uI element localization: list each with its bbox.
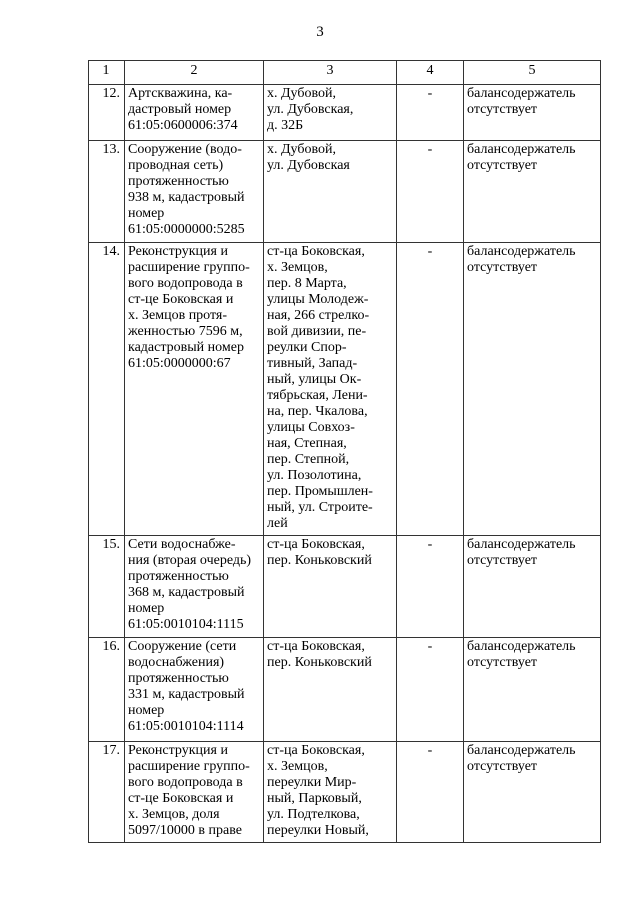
col4-cell: - xyxy=(397,536,464,638)
address-cell xyxy=(264,243,397,536)
balance-holder: балансодержатель отсутствует xyxy=(467,537,576,568)
row-number: 13. xyxy=(89,141,125,243)
object-name-cell xyxy=(125,243,264,536)
object-address: ст-ца Боковская, х. Земцов, переулки Мир- ный, Парковый, ул. Подтелкова, переулки Новый, xyxy=(267,743,369,838)
col4-cell: - xyxy=(397,243,464,536)
object-name: Артскважина, ка- дастровый номер 61:05:0600006:374 xyxy=(128,86,238,133)
object-name-cell xyxy=(125,638,264,742)
object-name-cell xyxy=(125,141,264,243)
col4-cell: - xyxy=(397,85,464,141)
balance-holder: балансодержатель отсутствует xyxy=(467,639,576,670)
row-number: 16. xyxy=(89,638,125,742)
row-number: 12. xyxy=(89,85,125,141)
holder-cell xyxy=(464,742,601,843)
holder-cell xyxy=(464,536,601,638)
table-row xyxy=(89,243,601,536)
address-cell xyxy=(264,638,397,742)
header-col-3: 3 xyxy=(264,61,397,85)
address-cell xyxy=(264,85,397,141)
object-address: х. Дубовой, ул. Дубовская xyxy=(267,142,350,173)
object-name: Реконструкция и расширение группо- вого водопровода в ст-це Боковская и х. Земцов протя- женностью 7596 м, кадастровый номер 61:05:0000000:67 xyxy=(128,244,250,371)
object-name: Сооружение (водо- проводная сеть) протяженностью 938 м, кадастровый номер 61:05:0000000:5285 xyxy=(128,142,245,237)
table-row xyxy=(89,141,601,243)
page-number: 3 xyxy=(316,24,324,40)
object-address: х. Дубовой, ул. Дубовская, д. 32Б xyxy=(267,86,354,133)
address-cell xyxy=(264,742,397,843)
col4-cell: - xyxy=(397,638,464,742)
address-cell xyxy=(264,536,397,638)
table-header-row xyxy=(89,61,601,85)
balance-holder: балансодержатель отсутствует xyxy=(467,244,576,275)
header-col-1: 1 xyxy=(89,61,125,85)
address-cell xyxy=(264,141,397,243)
balance-holder: балансодержатель отсутствует xyxy=(467,142,576,173)
balance-holder: балансодержатель отсутствует xyxy=(467,86,576,117)
row-number: 14. xyxy=(89,243,125,536)
row-number: 15. xyxy=(89,536,125,638)
object-name-cell xyxy=(125,85,264,141)
property-registry-table xyxy=(88,60,601,843)
header-col-2: 2 xyxy=(125,61,264,85)
object-address: ст-ца Боковская, пер. Коньковский xyxy=(267,639,372,670)
object-address: ст-ца Боковская, пер. Коньковский xyxy=(267,537,372,568)
holder-cell xyxy=(464,85,601,141)
col4-cell: - xyxy=(397,742,464,843)
object-name: Сети водоснабже- ния (вторая очередь) протяженностью 368 м, кадастровый номер 61:05:0010104:1115 xyxy=(128,537,252,632)
row-number: 17. xyxy=(89,742,125,843)
object-name-cell xyxy=(125,742,264,843)
header-col-4: 4 xyxy=(397,61,464,85)
table-row xyxy=(89,536,601,638)
holder-cell xyxy=(464,243,601,536)
object-address: ст-ца Боковская, х. Земцов, пер. 8 Марта, улицы Молодеж- ная, 266 стрелко- вой дивизии, пе- реулки Спор- тивный, Запад- ный, улицы Ок- тябрьская, Лени- на, пер. Чкалова, улицы Совхоз- ная, Степная, пер. Степной, ул. Позолотина, пер. Промышлен- ный, ул. Строите- лей xyxy=(267,244,373,531)
balance-holder: балансодержатель отсутствует xyxy=(467,743,576,774)
object-name: Реконструкция и расширение группо- вого водопровода в ст-це Боковская и х. Земцов, доля 5097/10000 в праве xyxy=(128,743,250,838)
table-row xyxy=(89,742,601,843)
object-name: Сооружение (сети водоснабжения) протяженностью 331 м, кадастровый номер 61:05:0010104:1114 xyxy=(128,639,245,734)
table-row xyxy=(89,638,601,742)
holder-cell xyxy=(464,141,601,243)
object-name-cell xyxy=(125,536,264,638)
header-col-5: 5 xyxy=(464,61,601,85)
col4-cell: - xyxy=(397,141,464,243)
holder-cell xyxy=(464,638,601,742)
table-row xyxy=(89,85,601,141)
